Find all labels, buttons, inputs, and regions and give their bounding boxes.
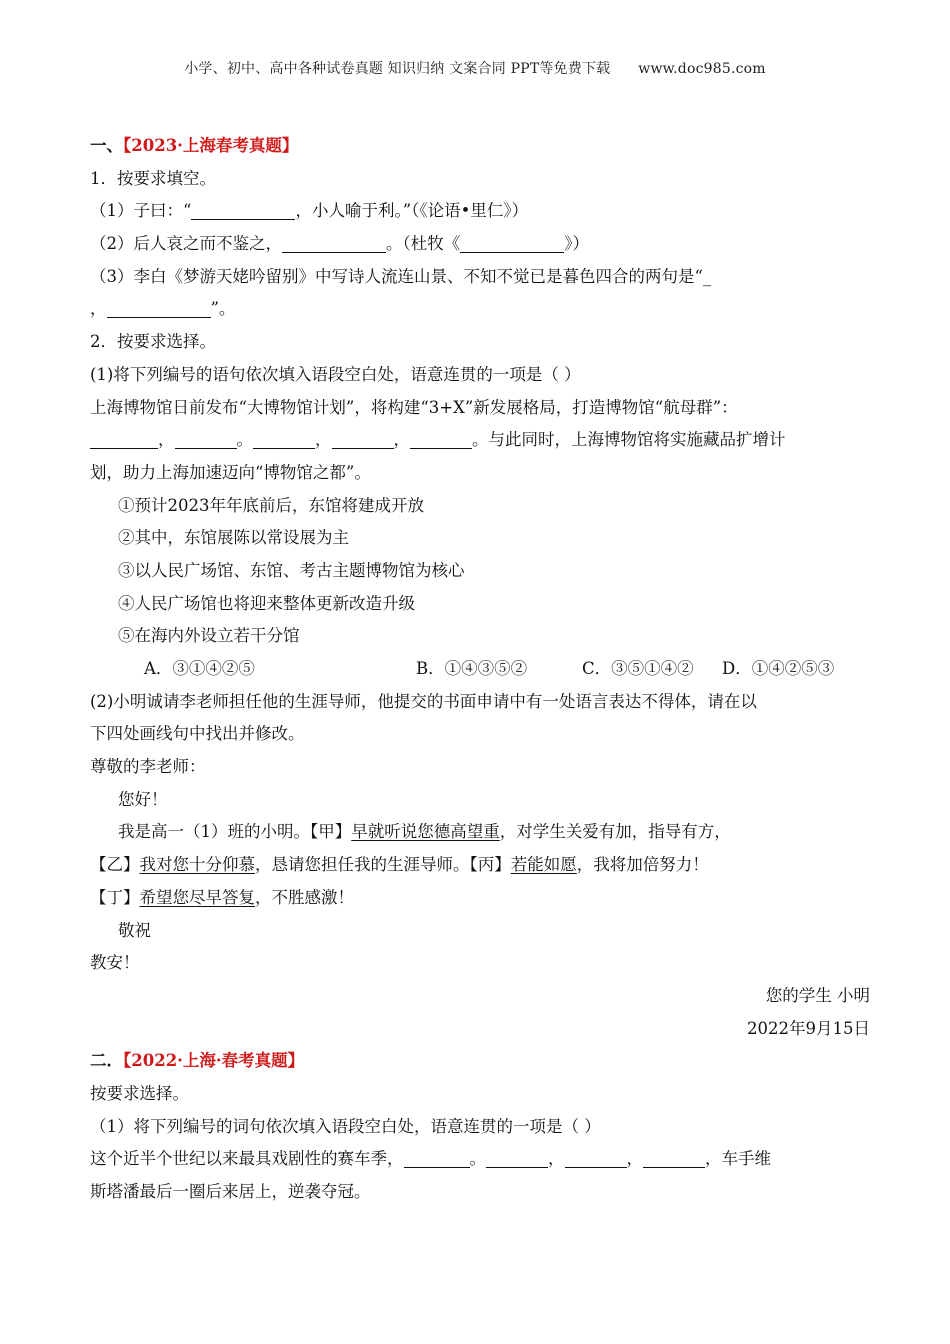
- question-3-title: 按要求选择。: [90, 1083, 189, 1103]
- text: ，: [393, 430, 410, 450]
- section-tag: 【2022·上海·春考真题】: [123, 1051, 305, 1071]
- question-1-title: 1．按要求填空。: [90, 168, 216, 188]
- option-1: ①预计2023年年底前后，东馆将建成开放: [118, 495, 424, 515]
- text: （2）后人哀之而不鉴之，: [90, 234, 282, 254]
- answer-blank: [410, 428, 472, 449]
- document-body: [90, 130, 870, 1209]
- text: ，: [315, 430, 332, 450]
- text: ，车手维: [705, 1149, 771, 1169]
- section-1-heading: [90, 130, 870, 163]
- page-header: 小学、初中、高中各种试卷真题 知识归纳 文案合同 PPT等免费下载 www.doc985.com: [184, 61, 766, 77]
- text: ，: [90, 299, 107, 319]
- letter-closing-2: 教安！: [90, 953, 140, 973]
- underlined-sentence-bing: 若能如愿: [510, 855, 577, 875]
- letter-salutation: 尊敬的李老师：: [90, 757, 206, 777]
- section-number: 一、: [90, 136, 123, 155]
- passage-line-1: 上海博物馆日前发布“大博物馆计划”，将构建“3+X”新发展格局，打造博物馆“航母群”：: [90, 397, 738, 417]
- text: ”。: [210, 299, 236, 319]
- underlined-sentence-jia: 早就听说您德高望重: [351, 822, 500, 842]
- section-2-heading: [90, 1045, 870, 1078]
- text: 。与此同时，上海博物馆将实施藏品扩增计: [472, 430, 786, 450]
- answer-blank: [404, 1147, 470, 1168]
- choice-b: B．①④③⑤②: [416, 659, 528, 678]
- option-3: ③以人民广场馆、东馆、考古主题博物馆为核心: [118, 560, 465, 580]
- answer-blank: [565, 1147, 627, 1168]
- letter-greeting: 您好！: [118, 789, 168, 809]
- letter-closing-1: 敬祝: [118, 920, 151, 940]
- section-tag: 【2023·上海春考真题】: [123, 136, 299, 155]
- option-4: ④人民广场馆也将迎来整体更新改造升级: [118, 593, 415, 613]
- text: 【丁】: [90, 887, 140, 907]
- option-2: ②其中，东馆展陈以常设展为主: [118, 528, 349, 548]
- letter-line-2: [90, 849, 870, 882]
- answer-blank: [460, 232, 564, 253]
- text: ，: [548, 1149, 565, 1169]
- section-number: 二．: [90, 1051, 123, 1071]
- answer-blank: [486, 1147, 548, 1168]
- question-1-item-2: [90, 228, 870, 261]
- answer-blank: [90, 428, 158, 449]
- answer-blank: [253, 428, 315, 449]
- question-1-item-3-cont: [90, 293, 870, 326]
- question-2-part-2: (2)小明诚请李老师担任他的生涯导师，他提交的书面申请中有一处语言表达不得体，请在以: [90, 691, 757, 711]
- text: ，小人喻于利。”（《论语•里仁》）: [295, 201, 529, 221]
- text: ，对学生关爱有加，指导有方，: [499, 822, 731, 842]
- text: ，: [626, 1149, 643, 1169]
- text: ，不胜感激！: [255, 887, 354, 907]
- letter-date: 2022年9月15日: [747, 1018, 870, 1038]
- letter-line-1: [90, 816, 870, 849]
- text: 。: [469, 1149, 486, 1169]
- passage-line-2: [90, 424, 870, 457]
- answer-blank: [282, 232, 386, 253]
- text: 。（杜牧《: [386, 234, 461, 254]
- text: 【乙】: [90, 855, 140, 875]
- choice-d: D．①④②⑤③: [722, 659, 835, 678]
- answer-blank: [643, 1147, 705, 1168]
- underlined-sentence-ding: 希望您尽早答复: [139, 887, 255, 907]
- passage-line-3: 划，助力上海加速迈向“博物馆之都”。: [90, 462, 371, 482]
- answer-blank: [332, 428, 394, 449]
- question-1-item-3: （3）李白《梦游天姥吟留别》中写诗人流连山景、不知不觉已是暮色四合的两句是“_: [90, 266, 712, 286]
- question-2-title: 2．按要求选择。: [90, 332, 216, 352]
- text: 。: [236, 430, 253, 450]
- text: ，我将加倍努力！: [576, 855, 709, 875]
- letter-signature: 您的学生 小明: [765, 985, 870, 1005]
- question-2-part-2-cont: 下四处画线句中找出并修改。: [90, 724, 305, 744]
- answer-blank: [175, 428, 237, 449]
- answer-choices: [90, 653, 870, 686]
- answer-blank: [107, 297, 211, 318]
- text: ，: [158, 430, 175, 450]
- passage2-line-1: [90, 1143, 870, 1176]
- option-5: ⑤在海内外设立若干分馆: [118, 626, 300, 646]
- choice-a: A．③①④②⑤: [144, 659, 255, 678]
- text: （1）子曰：“: [90, 201, 192, 221]
- question-1-item-1: [90, 195, 870, 228]
- text: 这个近半个世纪以来最具戏剧性的赛车季，: [90, 1149, 404, 1169]
- text: 我是高一（1）班的小明。【甲】: [118, 822, 352, 842]
- text: ，恳请您担任我的生涯导师。【丙】: [255, 855, 511, 875]
- question-3-part-1: （1）将下列编号的词句依次填入语段空白处，语意连贯的一项是（ ）: [90, 1116, 601, 1136]
- passage2-line-2: 斯塔潘最后一圈后来居上，逆袭夺冠。: [90, 1182, 371, 1201]
- choice-c: C．③⑤①④②: [582, 659, 694, 678]
- answer-blank: [191, 199, 295, 220]
- text: 》）: [564, 234, 589, 254]
- underlined-sentence-yi: 我对您十分仰慕: [139, 855, 255, 875]
- letter-line-3: [90, 882, 870, 915]
- question-2-part-1: (1)将下列编号的语句依次填入语段空白处，语意连贯的一项是（ ）: [90, 364, 581, 384]
